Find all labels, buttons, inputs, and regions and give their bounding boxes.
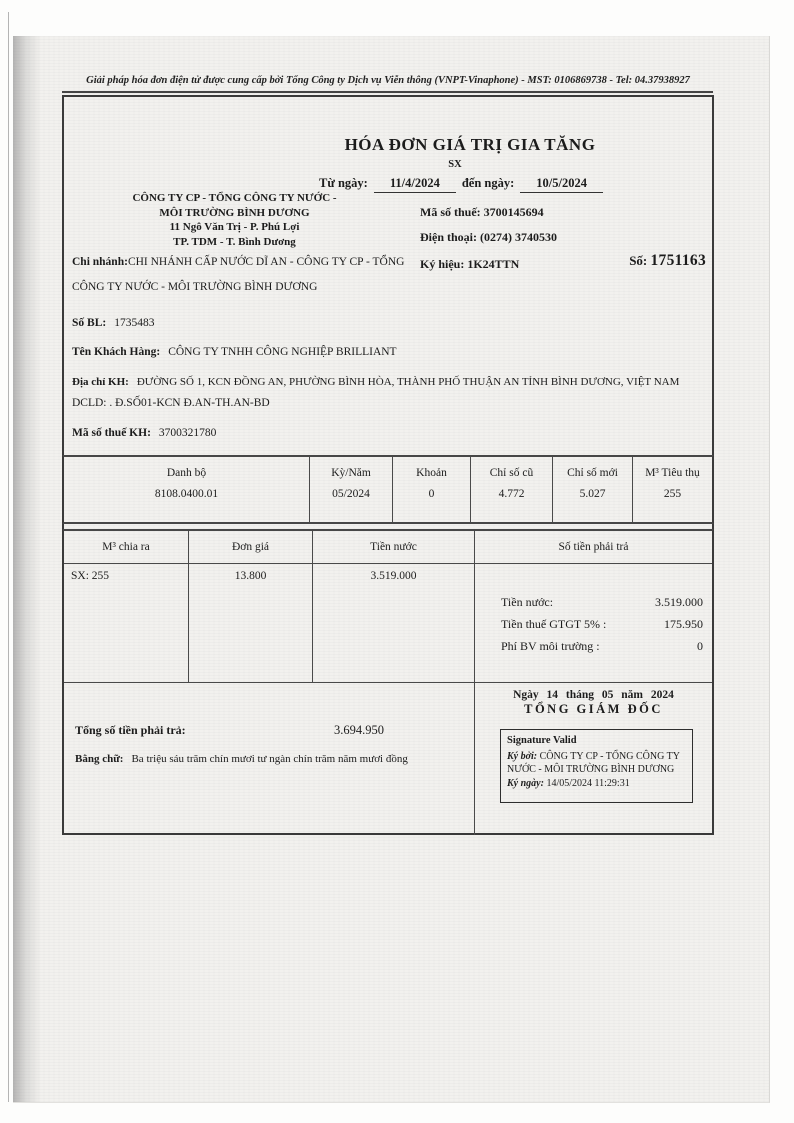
summary-row-vat [475, 613, 712, 635]
summary-value: 175.950 [664, 617, 703, 631]
billing-usage-cell: SX: 255 [71, 570, 110, 582]
customer-address-line [72, 376, 679, 388]
signed-by-value: CÔNG TY CP - TỔNG CÔNG TY NƯỚC - MÔI TRƯỜNG BÌNH DƯƠNG [507, 750, 680, 775]
branch-label: Chi nhánh: [72, 256, 128, 268]
meter-value: 8108.0400.01 [154, 488, 219, 500]
billing-header-usage: M³ chia ra [102, 541, 150, 553]
billing-water-amount-cell: 3.519.000 [312, 564, 474, 682]
seller-tax-label: Mã số thuế: [420, 205, 481, 219]
customer-address-value: ĐƯỜNG SỐ 1, KCN ĐỒNG AN, PHƯỜNG BÌNH HÒA, THÀNH PHỐ THUẬN AN TỈNH BÌNH DƯƠNG, VIỆT NAM [136, 376, 680, 388]
customer-address-label: Địa chỉ KH: [72, 376, 129, 388]
summary-label: Tiền nước: [501, 595, 554, 609]
invoice-subtitle: SX [448, 159, 462, 170]
customer-name-label: Tên Khách Hàng: [72, 346, 161, 358]
period-from-label: Từ ngày: [319, 176, 368, 190]
signed-date-value: 14/05/2024 11:29:31 [546, 777, 630, 789]
meter-header: Chỉ số cũ [489, 467, 534, 479]
seller-address-line1: 11 Ngô Văn Trị - P. Phú Lợi [169, 221, 300, 233]
seller-address-line2: TP. TDM - T. Bình Dương [173, 235, 296, 248]
branch-value: CHI NHÁNH CẤP NƯỚC DĨ AN - CÔNG TY CP - TỔNG CÔNG TY NƯỚC - MÔI TRƯỜNG BÌNH DƯƠNG [72, 256, 405, 293]
summary-label: Tiền thuế GTGT 5% : [501, 617, 607, 631]
meter-header: Khoản [416, 467, 447, 479]
meter-header: M³ Tiêu thụ [645, 467, 700, 479]
invoice-number-label: Số: [629, 253, 648, 268]
customer-name-line [72, 346, 397, 358]
billing-header-row [64, 531, 712, 564]
so-bl-label: Số BL: [72, 317, 107, 329]
signer-title: TỔNG GIÁM ĐỐC [524, 702, 663, 716]
invoice-serial-line [420, 257, 519, 272]
paper-edge-shadow [13, 36, 41, 1102]
meter-header: Kỳ/Năm [331, 467, 371, 479]
meter-col-old-index [470, 457, 552, 522]
signed-date-line [507, 777, 686, 791]
seller-phone-line [420, 230, 557, 245]
so-bl-value: 1735483 [114, 317, 155, 329]
seller-block [92, 191, 377, 249]
seller-name-line1: CÔNG TY CP - TỔNG CÔNG TY NƯỚC - [132, 192, 337, 204]
summary-row-env-fee [475, 635, 712, 657]
meter-value: 4.772 [498, 488, 525, 500]
total-value: 3.694.950 [334, 723, 384, 737]
seller-phone-label: Điện thoại: [420, 230, 477, 244]
period-to-date: 10/5/2024 [520, 176, 603, 193]
invoice-number-value: 1751163 [650, 252, 706, 269]
customer-dcld-line: DCLD: . Đ.SỐ01-KCN Đ.AN-TH.AN-BD [72, 397, 270, 409]
so-bl-line [72, 317, 154, 329]
summary-value: 0 [697, 639, 703, 653]
meter-header: Danh bộ [166, 467, 207, 479]
seller-tax-line [420, 205, 544, 220]
digital-signature-box [500, 729, 693, 803]
invoice-title: HÓA ĐƠN GIÁ TRỊ GIA TĂNG [344, 135, 596, 154]
scan-artifact-line [8, 12, 9, 1102]
billing-data-row [64, 564, 712, 683]
seller-name-line2: MÔI TRƯỜNG BÌNH DƯƠNG [159, 206, 310, 219]
billing-summary-cell [474, 564, 712, 682]
amount-in-words-label: Bằng chữ: [75, 753, 124, 765]
period-to-label: đến ngày: [461, 176, 515, 190]
billing-header-amount-due: Số tiền phải trả [474, 531, 712, 563]
customer-tax-label: Mã số thuế KH: [72, 427, 151, 439]
total-section [64, 683, 474, 835]
signed-date-label: Ký ngày: [507, 777, 544, 789]
top-divider [62, 91, 713, 93]
meter-value: 0 [428, 488, 435, 500]
meter-table [62, 455, 714, 524]
meter-col-new-index [552, 457, 632, 522]
invoice-serial-value: 1K24TTN [467, 257, 520, 271]
billing-footer-row [64, 683, 712, 835]
summary-value: 3.519.000 [655, 595, 703, 609]
billing-unit-price-cell: 13.800 [188, 564, 312, 682]
provider-note: Giải pháp hóa đơn điện tử được cung cấp bởi Tổng Công ty Dịch vụ Viễn thông (VNPT-Vinaphone) - MST: 0106869738 - Tel: 04.37938927 [86, 75, 690, 86]
meter-header: Chỉ số mới [567, 467, 618, 479]
meter-col-khoan [392, 457, 470, 522]
meter-col-ky-nam [309, 457, 392, 522]
billing-header-unit-price: Đơn giá [188, 531, 312, 563]
meter-value: 5.027 [579, 488, 606, 500]
amount-in-words-value: Ba triệu sáu trăm chín mươi tư ngàn chín trăm năm mươi đồng [131, 753, 408, 765]
summary-label: Phí BV môi trường : [501, 639, 600, 653]
customer-tax-value: 3700321780 [158, 427, 217, 439]
signature-valid-text: Signature Valid [507, 735, 577, 746]
meter-col-danh-bo [64, 457, 309, 522]
total-label: Tổng số tiền phải trả: [75, 723, 186, 737]
signature-section [474, 683, 712, 835]
period-from-date: 11/4/2024 [374, 176, 456, 193]
invoice-number-line [534, 252, 706, 270]
amount-in-words [75, 753, 408, 765]
seller-tax-value: 3700145694 [483, 205, 544, 219]
customer-tax-line [72, 427, 216, 439]
meter-col-consumption [632, 457, 712, 522]
billing-header-water-amount: Tiền nước [312, 531, 474, 563]
signed-by-label: Ký bởi: [507, 750, 538, 762]
customer-name-value: CÔNG TY TNHH CÔNG NGHIỆP BRILLIANT [168, 346, 397, 358]
billing-table [62, 529, 714, 835]
summary-row-water [475, 591, 712, 613]
invoice-serial-label: Ký hiệu: [420, 257, 465, 271]
meter-value: 05/2024 [332, 488, 370, 500]
signed-by-line [507, 750, 686, 777]
signature-date-line: Ngày 14 tháng 05 năm 2024 [513, 689, 674, 701]
branch-line [72, 250, 417, 299]
meter-value: 255 [663, 488, 682, 500]
invoice-body [62, 95, 714, 835]
seller-phone-value: (0274) 3740530 [480, 230, 557, 244]
